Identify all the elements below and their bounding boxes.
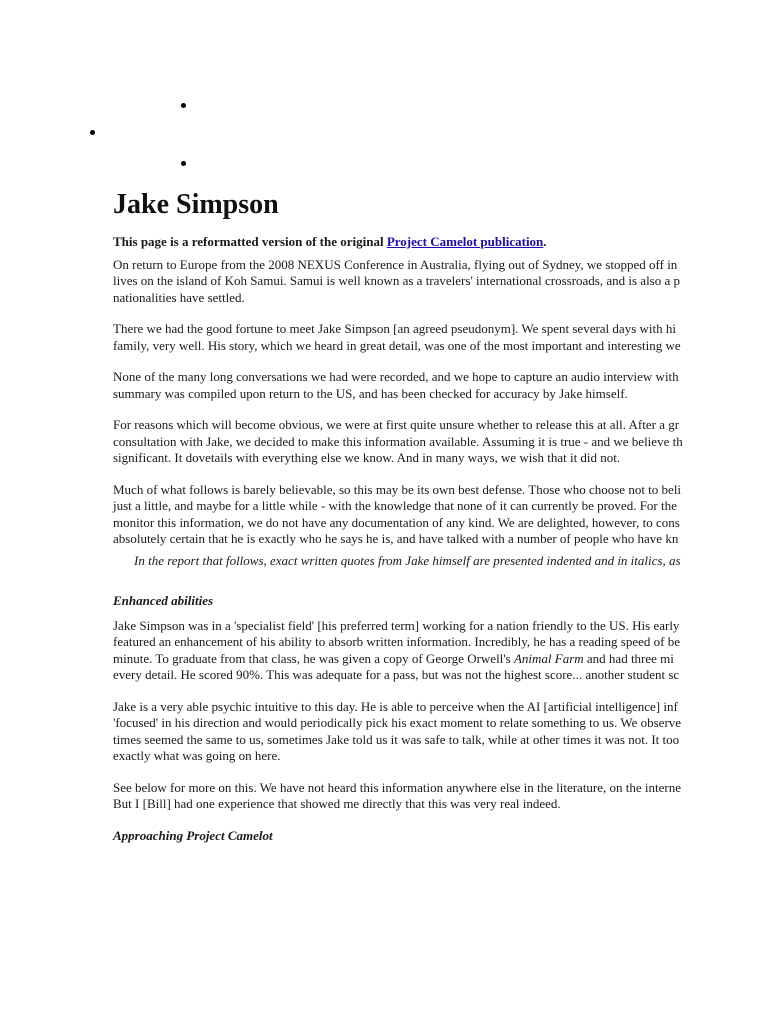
text-line: For reasons which will become obvious, we were at first quite unsure whether to release this at all. After a gr xyxy=(113,417,680,432)
text-line: summary was compiled upon return to the US, and has been checked for accuracy by Jake himself. xyxy=(113,385,628,401)
text-line: Much of what follows is barely believable, so this may be its own best defense. Those who choose not to beli xyxy=(113,481,682,497)
text-fragment: and had three mi xyxy=(583,650,674,666)
text-line: There we had the good fortune to meet Jake Simpson [an agreed pseudonym]. We spent several days with hi xyxy=(113,321,676,336)
list-bullet xyxy=(181,103,186,108)
paragraph-release xyxy=(113,417,768,467)
section-heading-enhanced-abilities: Enhanced abilities xyxy=(113,593,214,608)
list-bullet xyxy=(90,130,95,135)
italic-note: In the report that follows, exact written quotes from Jake himself are presented indented and in italics, as xyxy=(134,552,681,568)
text-line: Jake is a very able psychic intuitive to this day. He is able to perceive when the AI [artificial intelligence] inf xyxy=(113,698,678,714)
text-line: On return to Europe from the 2008 NEXUS Conference in Australia, flying out of Sydney, we stopped off in xyxy=(113,256,678,272)
text-line xyxy=(113,651,768,668)
text-line: times seemed the same to us, sometimes Jake told us it was safe to talk, while at other times it was not. It too xyxy=(113,731,680,747)
paragraph-believability xyxy=(113,482,768,548)
text-line: significant. It dovetails with everything else we know. And in many ways, we wish that it did not. xyxy=(113,450,621,465)
text-line: Jake Simpson was in a 'specialist field' [his preferred term] working for a nation friendly to the US. His early xyxy=(113,617,680,633)
text-line: None of the many long conversations we had were recorded, and we hope to capture an audio interview with xyxy=(113,369,679,384)
text-line: every detail. He scored 90%. This was adequate for a pass, but was not the highest score... another student sc xyxy=(113,667,680,682)
section-heading-approaching-camelot: Approaching Project Camelot xyxy=(113,827,273,843)
text-line: exactly what was going on here. xyxy=(113,748,281,763)
paragraph-psychic xyxy=(113,699,768,765)
article xyxy=(113,186,768,844)
text-line: nationalities have settled. xyxy=(113,289,245,305)
text-line: See below for more on this. We have not heard this information anywhere else in the literature, on the interne xyxy=(113,779,682,795)
text-line: just a little, and maybe for a little while - with the knowledge that none of it can currently be proved. For the xyxy=(113,498,677,513)
paragraph-abilities xyxy=(113,618,768,684)
text-line: family, very well. His story, which we heard in great detail, was one of the most important and interesting we xyxy=(113,337,681,353)
intro-note-text: This page is a reformatted version of the original xyxy=(113,234,387,249)
text-line: absolutely certain that he is exactly who he says he is, and have talked with a number of people who have kn xyxy=(113,531,679,546)
text-line: But I [Bill] had one experience that showed me directly that this was very real indeed. xyxy=(113,796,561,811)
text-line: consultation with Jake, we decided to make this information available. Assuming it is true - and we believe th xyxy=(113,433,683,449)
text-line: 'focused' in his direction and would periodically pick his exact moment to relate something to us. We observe xyxy=(113,715,682,730)
paragraph-see-below xyxy=(113,780,768,813)
page-title: Jake Simpson xyxy=(113,189,279,220)
text-fragment: minute. To graduate from that class, he was given a copy of George Orwell's xyxy=(113,650,514,666)
text-line: lives on the island of Koh Samui. Samui is well known as a travelers' international crossroads, and is also a p xyxy=(113,273,681,288)
text-line: featured an enhancement of his ability to absorb written information. Incredibly, he has a reading speed of be xyxy=(113,634,680,649)
intro-note-suffix: . xyxy=(543,234,547,249)
intro-note xyxy=(113,234,768,251)
list-bullet xyxy=(181,161,186,166)
book-title: Animal Farm xyxy=(513,650,584,666)
text-line: monitor this information, we do not have any documentation of any kind. We are delighted, however, to cons xyxy=(113,514,680,530)
paragraph-recordings xyxy=(113,369,768,402)
paragraph-meeting xyxy=(113,321,768,354)
publication-link[interactable]: Project Camelot publication xyxy=(386,234,544,249)
paragraph-arrival xyxy=(113,257,768,307)
